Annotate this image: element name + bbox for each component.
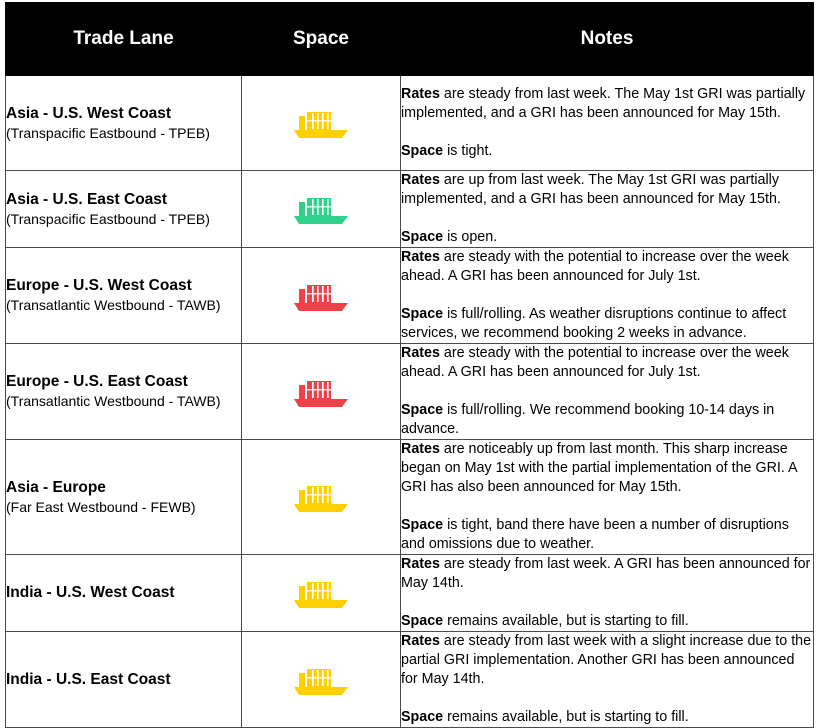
space-cell [242, 555, 401, 632]
rates-note [401, 440, 813, 497]
table-row [6, 555, 814, 632]
cargo-ship-icon [293, 287, 349, 304]
lane-name: Asia - Europe [6, 478, 106, 496]
space-text: remains available, but is starting to fill. [443, 613, 689, 629]
rates-note [401, 85, 813, 123]
rates-note [401, 248, 813, 286]
lane-name: Asia - U.S. East Coast [6, 190, 168, 208]
space-label: Space [401, 517, 444, 533]
trade-lane-cell [6, 632, 242, 728]
lane-name: Asia - U.S. West Coast [6, 104, 172, 122]
space-text: is open. [443, 229, 498, 245]
space-text: is tight. [443, 143, 493, 159]
lane-name: Europe - U.S. West Coast [6, 277, 192, 294]
space-note [401, 401, 813, 439]
space-text: remains available, but is starting to fill. [443, 709, 689, 725]
rates-text: are up from last week. The May 1st GRI was partially implemented, and a GRI has been announced for May 15th. [401, 172, 781, 207]
trade-lane-cell [6, 171, 242, 248]
lane-subtitle: (Transpacific Eastbound - TPEB) [6, 210, 210, 227]
rates-label: Rates [401, 249, 440, 265]
space-cell [242, 344, 401, 440]
table-row [6, 344, 814, 440]
header-trade-lane: Trade Lane [6, 3, 242, 76]
space-note [401, 142, 813, 161]
table-header-row [6, 3, 814, 76]
table-row [6, 171, 814, 248]
lane-name: India - U.S. West Coast [6, 584, 175, 601]
table-row [6, 76, 814, 171]
freight-status-table [5, 2, 814, 728]
notes-cell [401, 76, 814, 171]
rates-label: Rates [401, 633, 440, 649]
space-text: is full/rolling. We recommend booking 10-14 days in advance. [401, 402, 775, 437]
rates-note [401, 632, 813, 689]
space-note [401, 228, 813, 247]
space-cell [242, 248, 401, 344]
rates-text: are steady from last week. A GRI has been announced for May 14th. [401, 556, 811, 591]
rates-label: Rates [401, 172, 440, 188]
notes-cell [401, 555, 814, 632]
trade-lane-cell [6, 248, 242, 344]
space-note [401, 612, 813, 631]
rates-note [401, 555, 813, 593]
rates-text: are steady with the potential to increase over the week ahead. A GRI has been announced for July 1st. [401, 345, 789, 380]
notes-cell [401, 440, 814, 555]
lane-subtitle: (Transatlantic Westbound - TAWB) [6, 393, 221, 409]
cargo-ship-icon [293, 584, 349, 601]
rates-label: Rates [401, 345, 440, 361]
space-cell [242, 171, 401, 248]
space-cell [242, 76, 401, 171]
space-text: is full/rolling. As weather disruptions continue to affect services, we recommend booking 2 weeks in advance. [401, 306, 787, 341]
rates-text: are noticeably up from last month. This sharp increase began on May 1st with the partial implementation of the GRI. A GRI has also been announced for May 15th. [401, 441, 797, 495]
space-note [401, 516, 813, 554]
notes-cell [401, 248, 814, 344]
rates-note [401, 171, 813, 209]
space-label: Space [401, 402, 444, 418]
rates-text: are steady from last week. The May 1st GRI was partially implemented, and a GRI has been announced for May 15th. [401, 86, 806, 121]
lane-subtitle: (Far East Westbound - FEWB) [6, 498, 196, 515]
trade-lane-cell [6, 440, 242, 555]
cargo-ship-icon [293, 671, 349, 688]
lane-subtitle: (Transatlantic Westbound - TAWB) [6, 297, 221, 313]
rates-label: Rates [401, 556, 440, 572]
notes-cell [401, 171, 814, 248]
space-cell [242, 440, 401, 555]
cargo-ship-icon [293, 383, 349, 400]
table-row [6, 440, 814, 555]
lane-name: India - U.S. East Coast [6, 670, 171, 688]
lane-subtitle: (Transpacific Eastbound - TPEB) [6, 124, 210, 141]
table-row [6, 632, 814, 728]
trade-lane-cell [6, 344, 242, 440]
rates-text: are steady from last week with a slight increase due to the partial GRI implementation. Another GRI has been announced for May 14th. [401, 633, 812, 687]
lane-name: Europe - U.S. East Coast [6, 373, 188, 390]
cargo-ship-icon [293, 200, 349, 217]
table-row [6, 248, 814, 344]
space-note [401, 305, 813, 343]
rates-text: are steady with the potential to increase over the week ahead. A GRI has been announced for July 1st. [401, 249, 789, 284]
rates-note [401, 344, 813, 382]
notes-cell [401, 344, 814, 440]
space-text: is tight, band there have been a number of disruptions and omissions due to weather. [401, 517, 789, 552]
space-label: Space [401, 306, 444, 322]
rates-label: Rates [401, 441, 440, 457]
header-space: Space [242, 3, 401, 76]
trade-lane-cell [6, 76, 242, 171]
space-label: Space [401, 229, 444, 245]
notes-cell [401, 632, 814, 728]
rates-label: Rates [401, 86, 440, 102]
space-cell [242, 632, 401, 728]
cargo-ship-icon [293, 114, 349, 131]
cargo-ship-icon [293, 488, 349, 505]
header-notes: Notes [401, 3, 814, 76]
trade-lane-cell [6, 555, 242, 632]
space-label: Space [401, 613, 444, 629]
space-label: Space [401, 709, 444, 725]
space-note [401, 708, 813, 727]
space-label: Space [401, 143, 444, 159]
